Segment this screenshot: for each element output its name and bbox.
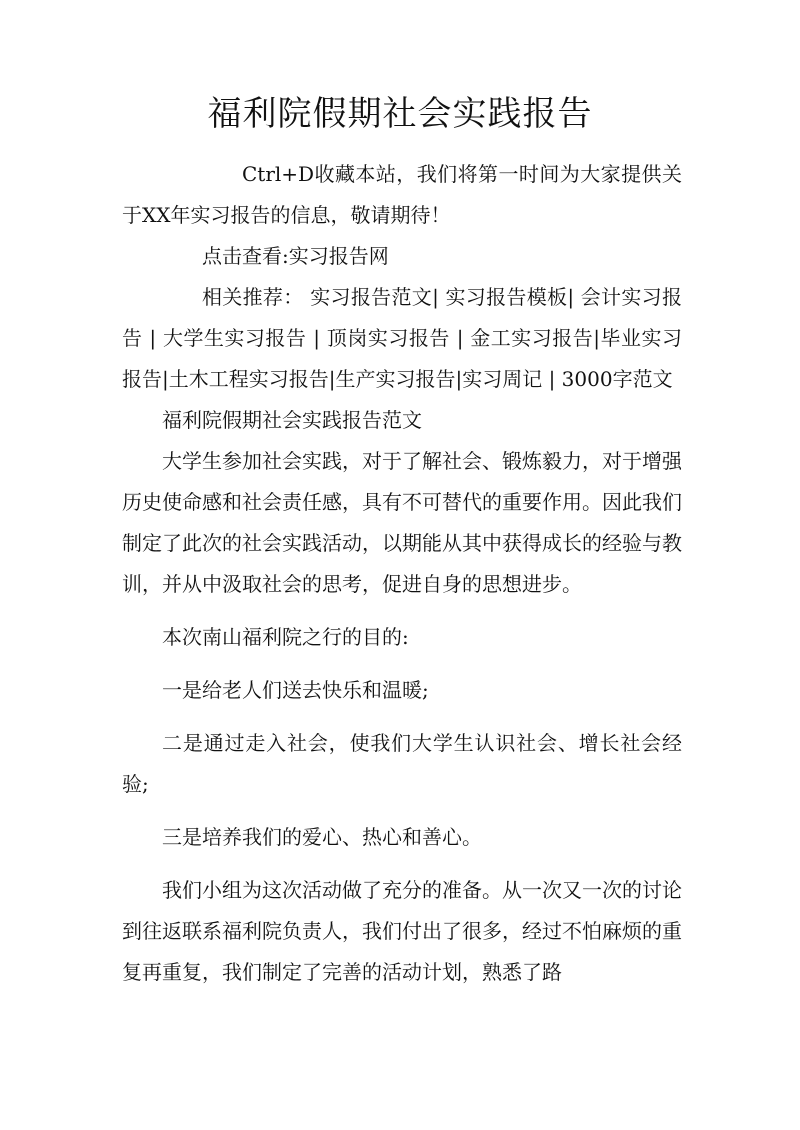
purpose-item-3: 三是培养我们的爱心、热心和善心。 bbox=[162, 825, 482, 849]
document-title: 福利院假期社会实践报告 bbox=[207, 94, 593, 134]
body-paragraph-1: 大学生参加社会实践，对于了解社会、锻炼毅力，对于增强历史使命感和社会责任感，具有不可替代的重要作用。因此我们制定了此次的社会实践活动，以期能从其中获得成长的经验与教训，并从中汲取社会的思考，促进自身的思想进步。 bbox=[122, 449, 682, 596]
intro-paragraph: Ctrl+D收藏本站，我们将第一时间为大家提供关于XX年实习报告的信息，敬请期待！ bbox=[122, 162, 682, 227]
view-link-line: 点击查看:实习报告网 bbox=[202, 244, 389, 268]
recommend-paragraph: 相关推荐： 实习报告范文| 实习报告模板| 会计实习报告 | 大学生实习报告 | 顶岗实习报告 | 金工实习报告|毕业实习报告|土木工程实习报告|生产实习报告|实习周记 | 3000字范文 bbox=[122, 285, 682, 391]
body-paragraph-2: 我们小组为这次活动做了充分的准备。从一次又一次的讨论到往返联系福利院负责人，我们付出了很多，经过不怕麻烦的重复再重复，我们制定了完善的活动计划，熟悉了路 bbox=[122, 878, 682, 984]
purpose-item-1: 一是给老人们送去快乐和温暖; bbox=[162, 678, 429, 702]
purpose-item-2: 二是通过走入社会，使我们大学生认识社会、增长社会经验; bbox=[122, 731, 682, 796]
subtitle-line: 福利院假期社会实践报告范文 bbox=[162, 408, 422, 432]
document-body bbox=[122, 154, 682, 993]
purpose-heading: 本次南山福利院之行的目的: bbox=[162, 625, 409, 649]
